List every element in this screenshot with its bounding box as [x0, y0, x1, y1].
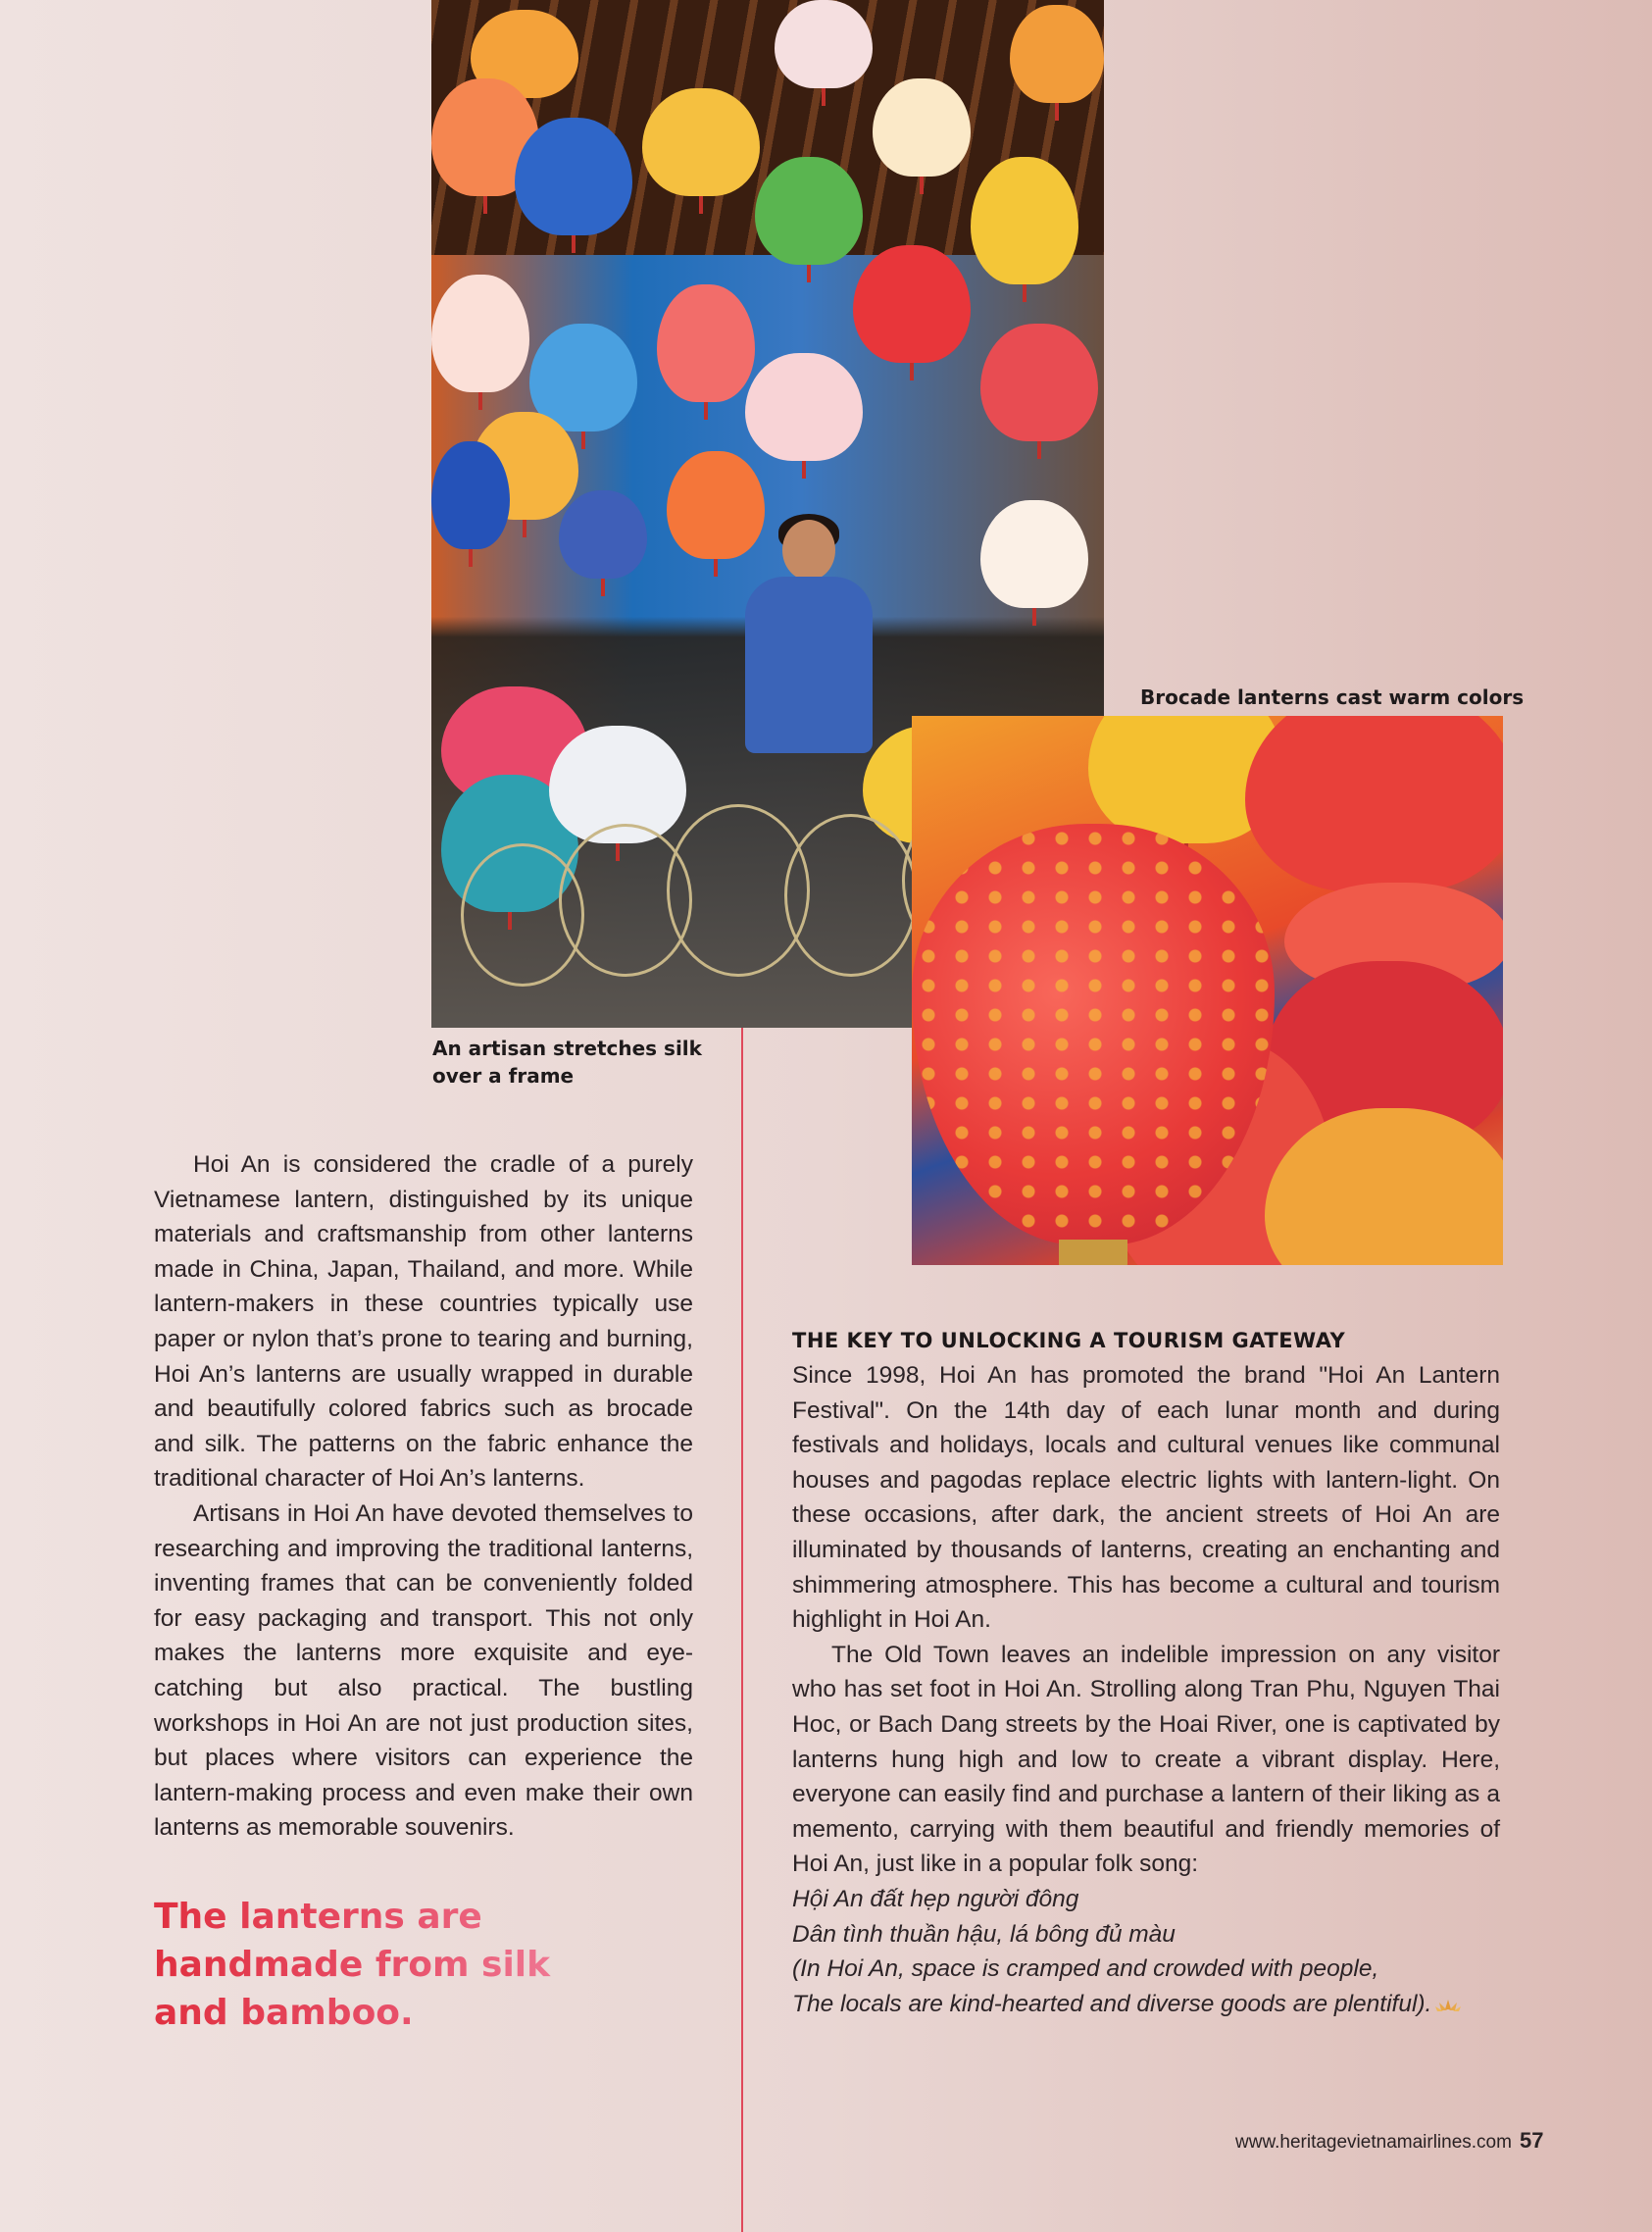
photo-lantern: [745, 353, 863, 461]
photo-lantern: [431, 275, 529, 392]
photo-lantern: [1010, 5, 1104, 103]
column-divider: [741, 1028, 743, 2232]
lotus-icon: [1433, 1989, 1463, 2004]
verse-line: Hội An đất hẹp người đông: [792, 1885, 1079, 1912]
photo-lantern: [775, 0, 873, 88]
photo-lantern: [431, 441, 510, 549]
right-column: [792, 1324, 1500, 2021]
pull-quote-line: The lanterns are: [154, 1893, 566, 1941]
body-paragraph: Since 1998, Hoi An has promoted the brand "Hoi An Lantern Festival". On the 14th day of each lunar month and during festivals and holidays, locals and cultural venues like communal houses and pagodas replace electric lights with lantern-light. On these occasions, after dark, the ancient streets of Hoi An are illuminated by thousands of lanterns, creating an enchanting and shimmering atmosphere. This has become a cultural and tourism highlight in Hoi An.: [792, 1362, 1500, 1634]
page-footer: [1235, 2128, 1543, 2154]
pull-quote-line: and bamboo.: [154, 1989, 566, 2037]
body-paragraph: The Old Town leaves an indelible impression on any visitor who has set foot in Hoi An. Strolling along Tran Phu, Nguyen Thai Hoc, or Bach Dang streets by the Hoai River, one is captivated by lanterns hung high and low to create a vibrant display. Here, everyone can easily find and purchase a lantern of their liking as a memento, carrying with them beautiful and friendly memories of Hoi An, just like in a popular folk song:: [792, 1641, 1500, 1878]
photo-lantern: [971, 157, 1078, 284]
photo-lantern: [873, 78, 971, 177]
bamboo-frame: [784, 814, 918, 977]
footer-website-link[interactable]: www.heritagevietnamairlines.com: [1235, 2132, 1512, 2153]
photo-lantern: [1245, 716, 1503, 892]
brocade-lanterns-photo: [912, 716, 1503, 1265]
photo-lantern: [980, 500, 1088, 608]
verse-line-last: [792, 1987, 1500, 2022]
caption-artisan-line2: over a frame: [432, 1064, 575, 1088]
body-paragraph: Hoi An is considered the cradle of a purely Vietnamese lantern, distinguished by its unique materials and craftsmanship from other lanterns made in China, Japan, Thailand, and more. While lantern-makers in these countries typically use paper or nylon that’s prone to tearing and burning, Hoi An’s lanterns are usually wrapped in durable and beautifully colored fabrics such as brocade and silk. The patterns on the fabric enhance the traditional character of Hoi An’s lanterns.: [154, 1151, 693, 1493]
left-column: [154, 1147, 693, 1846]
section-heading: THE KEY TO UNLOCKING A TOURISM GATEWAY: [792, 1329, 1346, 1352]
verse-line: (In Hoi An, space is cramped and crowded with people,: [792, 1955, 1379, 1983]
photo-lantern: [980, 324, 1098, 441]
photo-lantern: [642, 88, 760, 196]
photo-lantern: [657, 284, 755, 402]
photo-lantern: [559, 490, 647, 579]
pull-quote-line: handmade from silk: [154, 1941, 566, 1989]
bamboo-frame: [461, 843, 584, 987]
pull-quote: [154, 1893, 566, 2037]
photo-lantern: [853, 245, 971, 363]
caption-artisan: [432, 1035, 717, 1090]
body-paragraph: Artisans in Hoi An have devoted themselves to researching and improving the traditional lanterns, inventing frames that can be conveniently folded for easy packaging and transport. This not only makes the lanterns more exquisite and eye-catching but also practical. The bustling workshops in Hoi An are not just production sites, but places where visitors can experience the lantern-making process and even make their own lanterns as memorable souvenirs.: [154, 1499, 693, 1842]
verse-line-text: The locals are kind-hearted and diverse goods are plentiful).: [792, 1990, 1432, 2017]
photo-lantern: [755, 157, 863, 265]
photo-lantern: [515, 118, 632, 235]
caption-artisan-line1: An artisan stretches silk: [432, 1037, 702, 1060]
verse-line: Dân tình thuần hậu, lá bông đủ màu: [792, 1920, 1176, 1948]
caption-brocade: Brocade lanterns cast warm colors: [1140, 685, 1525, 709]
artisan-figure: [745, 520, 873, 755]
page-number: 57: [1519, 2128, 1544, 2153]
